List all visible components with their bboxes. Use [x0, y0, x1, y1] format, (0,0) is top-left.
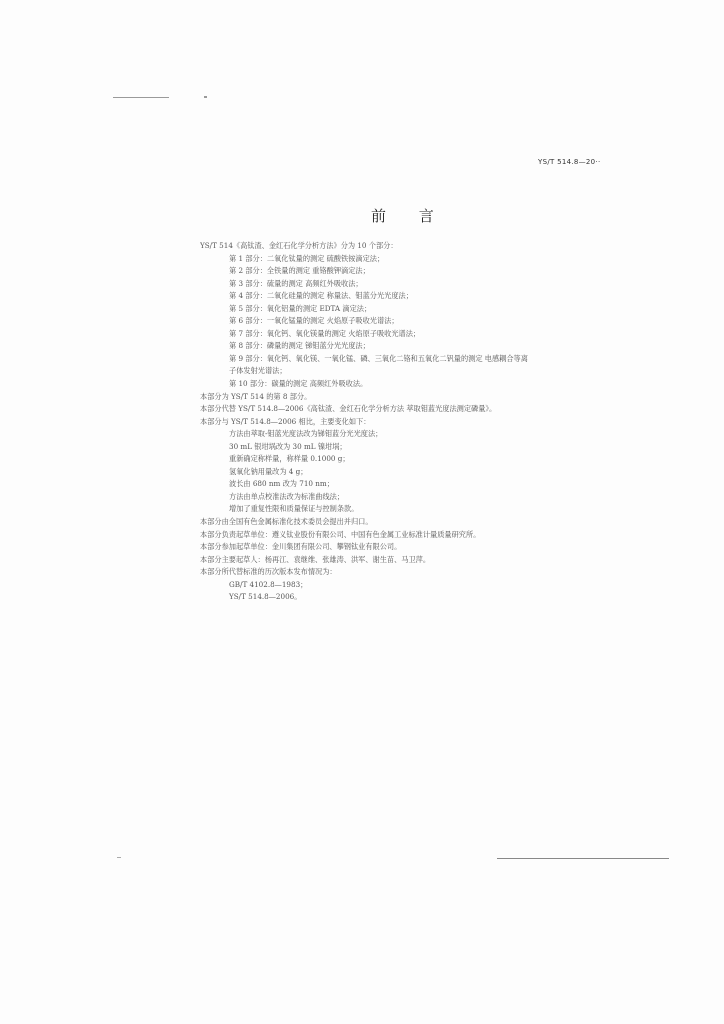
paragraph-line: 第 10 部分：碳量的测定 高频红外吸收法。 [229, 379, 368, 389]
foreword-body [200, 240, 630, 604]
scan-artifact-dot [204, 96, 207, 98]
paragraph-line: 第 4 部分：二氧化硅量的测定 称量法、钼蓝分光光度法； [229, 291, 413, 301]
paragraph-line: 重新确定称样量，称样量 0.1000 g； [229, 454, 350, 464]
paragraph-line: 本部分主要起草人：杨再江、袁继维、张雄涛、洪军、谢生苗、马卫萍。 [200, 554, 431, 564]
paragraph-line: 30 mL 银坩埚改为 30 mL 镍坩埚； [229, 441, 347, 451]
paragraph-line: 本部分负责起草单位：遵义钛业股份有限公司、中国有色金属工业标准计量质量研究所。 [200, 529, 481, 539]
paragraph-line: 第 1 部分：二氧化钛量的测定 硫酸铁铵滴定法； [229, 253, 385, 263]
paragraph-line: 第 8 部分：磷量的测定 锑钼蓝分光光度法； [229, 341, 370, 351]
paragraph-line: 波长由 680 nm 改为 710 nm； [229, 479, 334, 489]
paragraph-line: 方法由萃取-钼蓝光度法改为锑钼蓝分光光度法； [229, 429, 383, 439]
paragraph-line: GB/T 4102.8—1983； [229, 579, 308, 589]
paragraph-line: 第 9 部分：氧化钙、氧化镁、一氧化锰、磷、三氧化二铬和五氧化二钒量的测定 电感耦合等离 [229, 353, 528, 363]
paragraph-line: YS/T 514《高钛渣、金红石化学分析方法》分为 10 个部分： [200, 241, 398, 250]
page-title: 前 言 [371, 207, 448, 225]
paragraph-line: 第 2 部分：全铁量的测定 重铬酸钾滴定法； [229, 266, 370, 276]
scan-artifact-line [113, 97, 169, 98]
paragraph-line: 第 3 部分：硫量的测定 高频红外吸收法； [229, 278, 363, 288]
paragraph-line: 增加了重复性限和质量保证与控制条款。 [229, 504, 359, 514]
paragraph-line: 第 5 部分：氧化铝量的测定 EDTA 滴定法； [229, 303, 372, 313]
footer-rule [497, 858, 669, 859]
paragraph-line: 第 6 部分：一氧化锰量的测定 火焰原子吸收光谱法； [229, 316, 399, 326]
paragraph-line: YS/T 514.8—2006。 [229, 592, 302, 602]
paragraph-line: 第 7 部分：氧化钙、氧化镁量的测定 火焰原子吸收光谱法； [229, 328, 421, 338]
paragraph-line: 本部分参加起草单位：金川集团有限公司、攀钢钛业有限公司。 [200, 542, 402, 552]
paragraph-line: 本部分由全国有色金属标准化技术委员会提出并归口。 [200, 517, 373, 527]
paragraph-line: 本部分代替 YS/T 514.8—2006《高钛渣、金红石化学分析方法 萃取钼蓝光度法测定磷量》。 [200, 404, 497, 414]
footer-mark [117, 857, 121, 858]
paragraph-line: 本部分为 YS/T 514 的第 8 部分。 [200, 391, 312, 401]
paragraph-line: 本部分与 YS/T 514.8—2006 相比，主要变化如下： [200, 416, 371, 426]
standard-code-header: YS/T 514.8—20·· [538, 158, 601, 166]
paragraph-line: 氢氧化钠用量改为 4 g； [229, 466, 308, 476]
paragraph-line: 本部分所代替标准的历次版本发布情况为： [200, 567, 337, 577]
paragraph-line: 子体发射光谱法； [229, 366, 287, 376]
paragraph-line: 方法由单点校准法改为标准曲线法； [229, 491, 345, 501]
